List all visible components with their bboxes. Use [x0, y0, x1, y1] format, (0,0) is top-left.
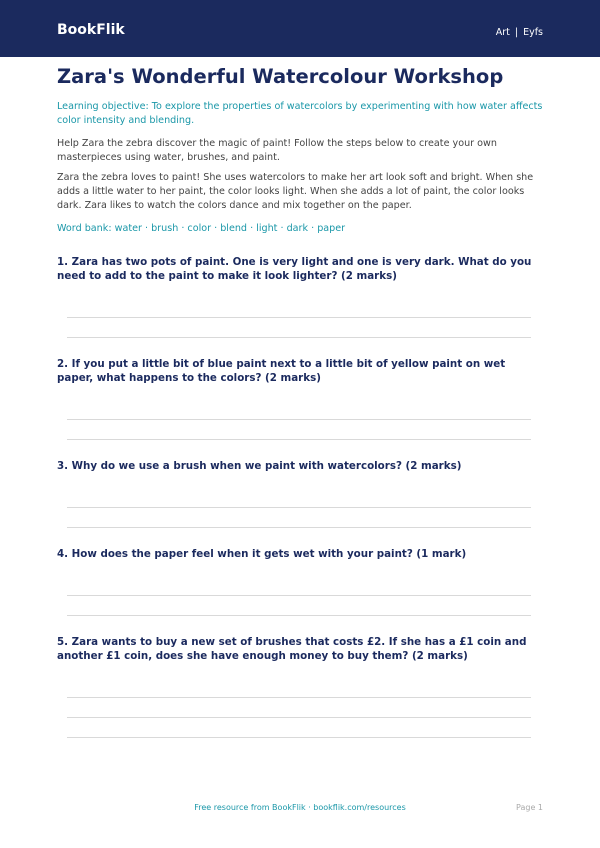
header-separator: |	[514, 27, 519, 38]
question-5: 5. Zara wants to buy a new set of brushes that costs £2. If she has a £1 coin and another £1 coin, does she have enough money to buy them? (2 marks)	[57, 636, 527, 662]
question-2: 2. If you put a little bit of blue paint next to a little bit of yellow paint on wet paper, what happens to the colors? (2 marks)	[57, 358, 506, 384]
answer-line[interactable]	[67, 439, 531, 440]
answer-line[interactable]	[67, 595, 531, 596]
question-3: 3. Why do we use a brush when we paint with watercolors? (2 marks)	[57, 460, 462, 472]
intro-paragraph: Help Zara the zebra discover the magic of paint! Follow the steps below to create your own masterpieces using water, brushes, and paint.	[57, 138, 497, 163]
header-meta	[496, 27, 543, 38]
story-paragraph: Zara the zebra loves to paint! She uses watercolors to make her art look soft and bright. When she adds a little water to her paint, the color looks light. When she adds a lot of paint, the color looks dark. Zara likes to watch the colors dance and mix together on the paper.	[57, 172, 534, 211]
header-bar	[0, 0, 600, 57]
brand-logo[interactable]: BookFlik	[57, 22, 125, 38]
footer-link[interactable]: Free resource from BookFlik · bookflik.com/resources	[194, 803, 406, 812]
answer-line[interactable]	[67, 697, 531, 698]
word-bank: Word bank: water · brush · color · blend · light · dark · paper	[57, 223, 346, 234]
level-label: Eyfs	[523, 27, 543, 38]
answer-line[interactable]	[67, 419, 531, 420]
page-title: Zara's Wonderful Watercolour Workshop	[57, 65, 504, 88]
answer-line[interactable]	[67, 337, 531, 338]
learning-objective: Learning objective: To explore the properties of watercolors by experimenting with how water affects color intensity and blending.	[57, 101, 543, 126]
answer-line[interactable]	[67, 507, 531, 508]
answer-line[interactable]	[67, 615, 531, 616]
answer-line[interactable]	[67, 527, 531, 528]
answer-line[interactable]	[67, 317, 531, 318]
question-1: 1. Zara has two pots of paint. One is very light and one is very dark. What do you need to add to the paint to make it look lighter? (2 marks)	[57, 256, 532, 282]
answer-line[interactable]	[67, 737, 531, 738]
page-number: Page 1	[516, 803, 543, 812]
subject-label: Art	[495, 27, 510, 38]
answer-line[interactable]	[67, 717, 531, 718]
question-4: 4. How does the paper feel when it gets wet with your paint? (1 mark)	[57, 548, 467, 560]
